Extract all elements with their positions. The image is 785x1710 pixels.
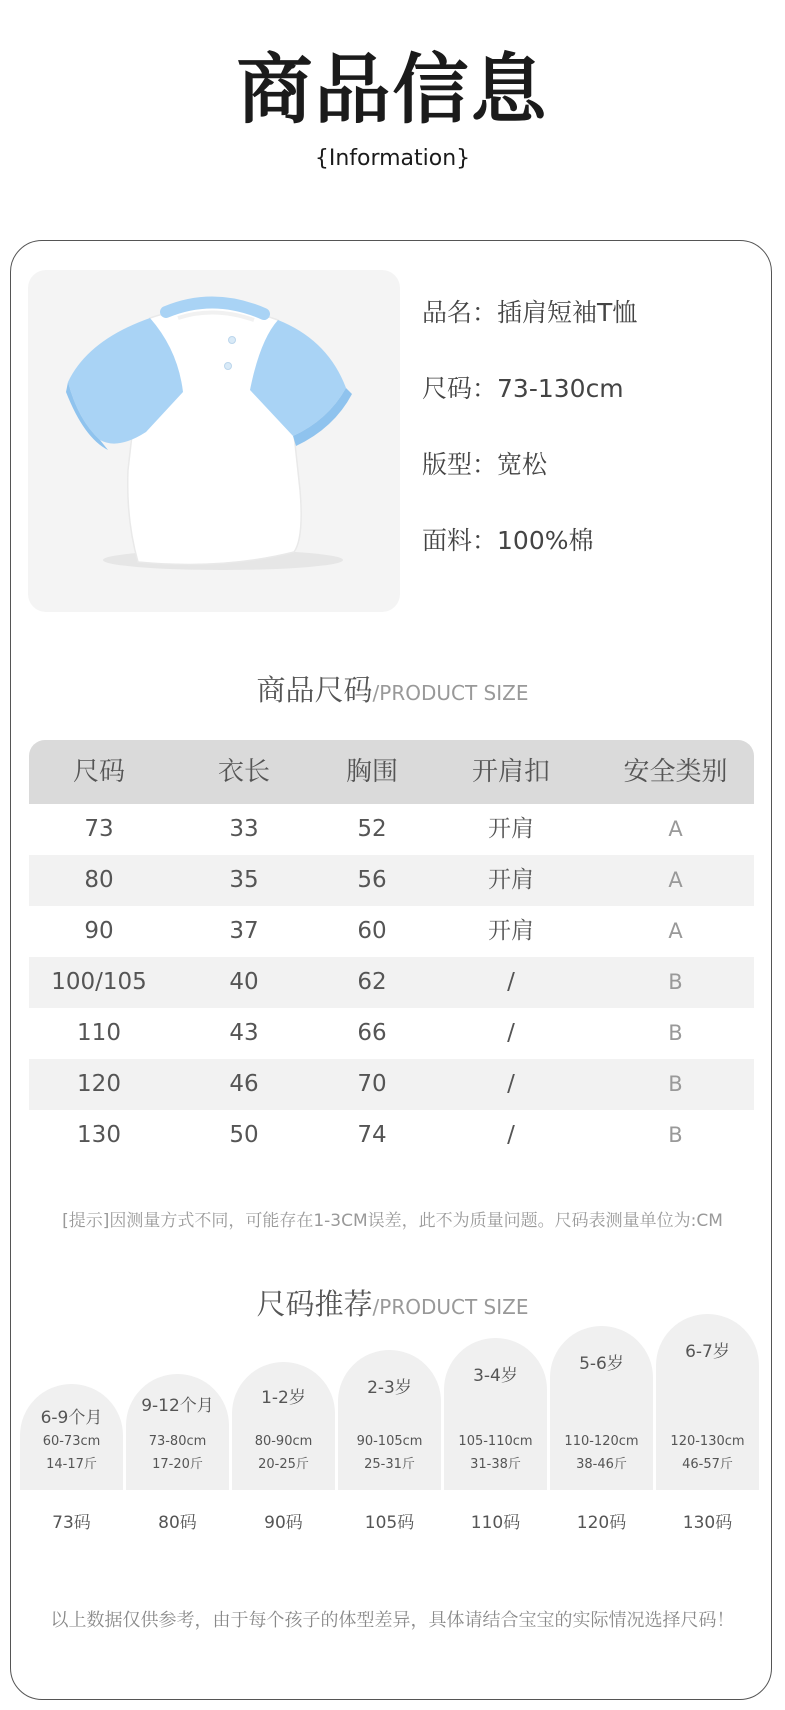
table-cell: / bbox=[507, 1020, 515, 1046]
info-label: 面料： bbox=[422, 526, 498, 555]
recommend-weight: 31-38斤 bbox=[470, 1457, 521, 1472]
table-row bbox=[29, 957, 754, 1008]
recommend-age: 9-12个月 bbox=[141, 1396, 214, 1416]
table-cell: 43 bbox=[229, 1020, 259, 1046]
recommend-code: 105码 bbox=[364, 1513, 415, 1533]
recommend-weight: 17-20斤 bbox=[152, 1457, 203, 1472]
table-cell: A bbox=[668, 919, 683, 943]
header-cell-size: 尺码 bbox=[72, 757, 125, 787]
recommend-height: 60-73cm bbox=[42, 1434, 101, 1449]
recommend-arch bbox=[126, 1374, 229, 1490]
recommend-column bbox=[232, 1340, 335, 1540]
table-cell: / bbox=[507, 1071, 515, 1097]
table-cell: 60 bbox=[357, 918, 387, 944]
table-cell: A bbox=[668, 868, 683, 892]
recommend-section-title-cn: 尺码推荐 bbox=[256, 1287, 373, 1321]
recommend-arch bbox=[20, 1384, 123, 1490]
recommend-age: 6-9个月 bbox=[40, 1408, 103, 1428]
info-label: 品名： bbox=[422, 298, 498, 327]
recommend-code: 80码 bbox=[158, 1513, 197, 1533]
table-cell: 74 bbox=[357, 1122, 387, 1148]
page-subtitle: {Information} bbox=[314, 146, 471, 171]
table-cell: 66 bbox=[357, 1020, 387, 1046]
table-cell: B bbox=[668, 1021, 683, 1045]
size-section-title bbox=[0, 673, 785, 707]
recommend-age: 3-4岁 bbox=[473, 1366, 518, 1386]
table-row bbox=[29, 1059, 754, 1110]
recommend-arch bbox=[550, 1326, 653, 1490]
table-cell: 80 bbox=[84, 867, 114, 893]
tshirt-illustration bbox=[28, 270, 400, 612]
recommend-code: 130码 bbox=[682, 1513, 733, 1533]
table-header bbox=[29, 740, 754, 804]
table-cell: 40 bbox=[229, 969, 259, 995]
info-value: 插肩短袖T恤 bbox=[497, 298, 638, 327]
info-value: 73-130cm bbox=[497, 374, 624, 403]
table-cell: 开肩 bbox=[488, 867, 534, 893]
recommend-height: 73-80cm bbox=[148, 1434, 207, 1449]
info-row-size bbox=[422, 376, 624, 401]
recommend-weight: 14-17斤 bbox=[46, 1457, 97, 1472]
table-cell: 开肩 bbox=[488, 816, 534, 842]
table-cell: 73 bbox=[84, 816, 114, 842]
measurement-note: [提示]因测量方式不同，可能存在1-3CM误差，此不为质量问题。尺码表测量单位为:CM bbox=[62, 1211, 723, 1231]
recommend-weight: 20-25斤 bbox=[258, 1457, 309, 1472]
info-value: 100%棉 bbox=[497, 526, 594, 555]
recommend-arch bbox=[656, 1314, 759, 1490]
recommend-arch bbox=[444, 1338, 547, 1490]
table-cell: 62 bbox=[357, 969, 387, 995]
header-cell-length: 衣长 bbox=[217, 757, 270, 787]
size-section-title-cn: 商品尺码 bbox=[256, 673, 373, 707]
info-label: 尺码： bbox=[422, 374, 498, 403]
table-row bbox=[29, 1008, 754, 1059]
product-photo bbox=[28, 270, 400, 612]
recommend-code: 90码 bbox=[264, 1513, 303, 1533]
recommend-arch bbox=[232, 1362, 335, 1490]
table-cell: 120 bbox=[77, 1071, 121, 1097]
recommend-column bbox=[126, 1340, 229, 1540]
table-cell: 46 bbox=[229, 1071, 259, 1097]
table-cell: A bbox=[668, 817, 683, 841]
table-cell: 90 bbox=[84, 918, 114, 944]
table-cell: 56 bbox=[357, 867, 387, 893]
recommend-height: 90-105cm bbox=[356, 1434, 423, 1449]
table-cell: 52 bbox=[357, 816, 387, 842]
recommend-age: 1-2岁 bbox=[261, 1388, 306, 1408]
recommend-age: 5-6岁 bbox=[579, 1354, 624, 1374]
recommend-height: 110-120cm bbox=[564, 1434, 639, 1449]
table-row bbox=[29, 855, 754, 906]
size-section-title-en: /PRODUCT SIZE bbox=[372, 681, 529, 705]
recommend-arch bbox=[338, 1350, 441, 1490]
header-cell-chest: 胸围 bbox=[345, 757, 398, 787]
recommend-weight: 46-57斤 bbox=[682, 1457, 733, 1472]
table-row bbox=[29, 906, 754, 957]
recommend-section-title bbox=[0, 1287, 785, 1321]
table-cell: 35 bbox=[229, 867, 259, 893]
table-cell: 110 bbox=[77, 1020, 121, 1046]
table-row bbox=[29, 1110, 754, 1161]
info-row-fabric bbox=[422, 528, 594, 553]
info-label: 版型： bbox=[422, 450, 498, 479]
header-cell-shoulder-button: 开肩扣 bbox=[471, 757, 550, 787]
table-cell: / bbox=[507, 969, 515, 995]
recommend-column bbox=[444, 1340, 547, 1540]
info-value: 宽松 bbox=[497, 450, 548, 479]
recommend-column bbox=[656, 1340, 759, 1540]
table-cell: B bbox=[668, 1123, 683, 1147]
recommend-weight: 38-46斤 bbox=[576, 1457, 627, 1472]
size-recommendations bbox=[20, 1340, 760, 1540]
recommend-section-title-en: /PRODUCT SIZE bbox=[372, 1295, 529, 1319]
recommend-code: 110码 bbox=[470, 1513, 521, 1533]
reference-note: 以上数据仅供参考，由于每个孩子的体型差异，具体请结合宝宝的实际情况选择尺码！ bbox=[50, 1610, 735, 1631]
table-cell: B bbox=[668, 970, 683, 994]
size-table bbox=[29, 740, 754, 1161]
table-cell: B bbox=[668, 1072, 683, 1096]
info-row-name bbox=[422, 300, 637, 325]
recommend-weight: 25-31斤 bbox=[364, 1457, 415, 1472]
recommend-age: 6-7岁 bbox=[685, 1342, 730, 1362]
table-cell: 33 bbox=[229, 816, 259, 842]
table-cell: 70 bbox=[357, 1071, 387, 1097]
page-title: 商品信息 bbox=[236, 45, 549, 134]
table-cell: 50 bbox=[229, 1122, 259, 1148]
recommend-column bbox=[20, 1340, 123, 1540]
table-cell: 37 bbox=[229, 918, 259, 944]
recommend-column bbox=[338, 1340, 441, 1540]
table-cell: 开肩 bbox=[488, 918, 534, 944]
recommend-age: 2-3岁 bbox=[367, 1378, 412, 1398]
table-cell: / bbox=[507, 1122, 515, 1148]
recommend-code: 73码 bbox=[52, 1513, 91, 1533]
recommend-height: 120-130cm bbox=[670, 1434, 745, 1449]
recommend-height: 80-90cm bbox=[254, 1434, 313, 1449]
recommend-height: 105-110cm bbox=[458, 1434, 533, 1449]
table-cell: 130 bbox=[77, 1122, 121, 1148]
table-cell: 100/105 bbox=[51, 969, 147, 995]
info-row-fit bbox=[422, 452, 547, 477]
recommend-code: 120码 bbox=[576, 1513, 627, 1533]
recommend-column bbox=[550, 1340, 653, 1540]
header-cell-safety-class: 安全类别 bbox=[623, 757, 728, 787]
table-row bbox=[29, 804, 754, 855]
